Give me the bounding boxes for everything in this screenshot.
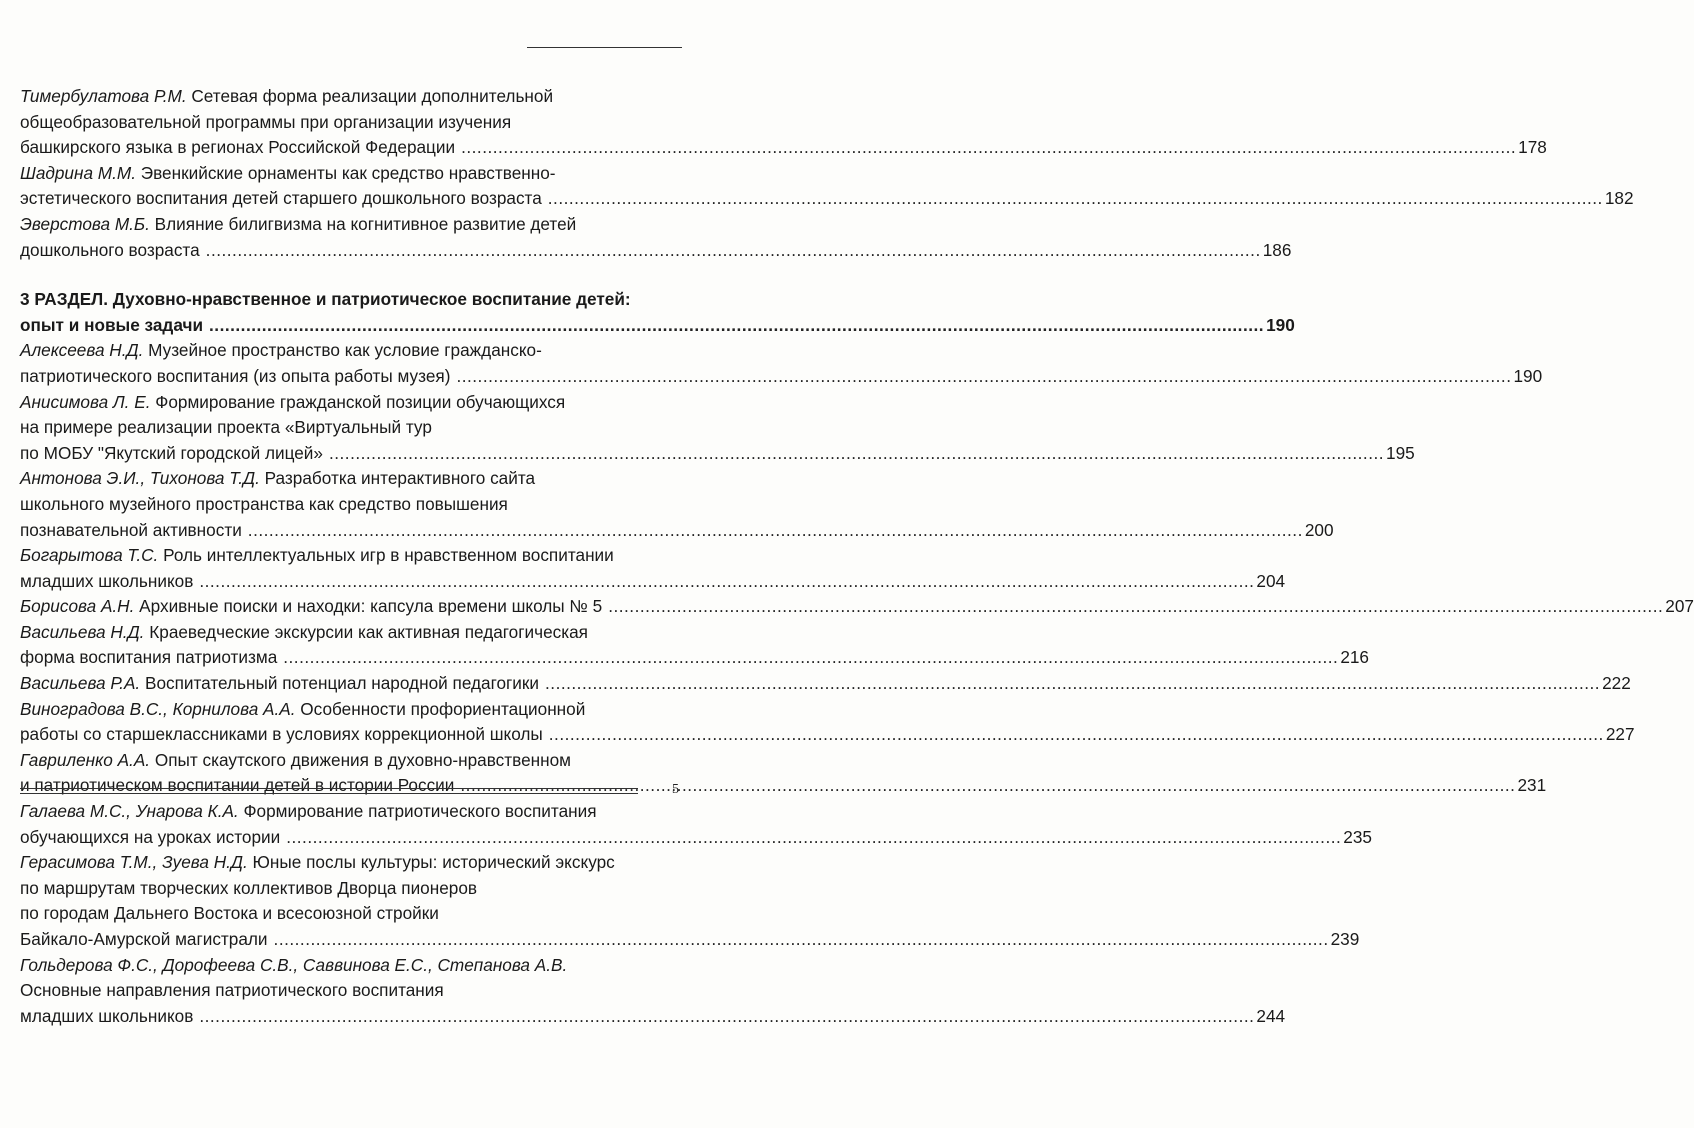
toc-line (20, 338, 685, 364)
toc-line (20, 645, 1369, 671)
toc-line-text (20, 543, 614, 569)
toc-author: Эверстова М.Б. (20, 213, 150, 234)
toc-line-text (20, 671, 539, 697)
toc-line (20, 876, 685, 902)
toc-leader-dots (455, 135, 1518, 161)
toc-line (20, 697, 685, 723)
toc-page-number[interactable]: 227 (1605, 724, 1635, 745)
toc-line-text (20, 927, 268, 953)
toc-line-text (20, 441, 323, 467)
toc-line-text (20, 825, 280, 851)
toc-leader-dots (277, 645, 1340, 671)
toc-leader-dots (280, 825, 1343, 851)
toc-line-text (20, 594, 602, 620)
toc-line-text (20, 978, 444, 1004)
toc-page-number[interactable]: 207 (1665, 596, 1694, 617)
toc-leader-dots (242, 518, 1305, 544)
toc-page-number[interactable]: 204 (1256, 570, 1286, 591)
toc-line (20, 186, 1634, 212)
toc-author: Виноградова В.С., Корнилова А.А. (20, 698, 296, 719)
toc-line (20, 390, 685, 416)
toc-line (20, 287, 685, 313)
toc-page-number[interactable]: 200 (1304, 519, 1334, 540)
toc-entry (20, 212, 1292, 263)
toc-page-number[interactable]: 178 (1518, 137, 1547, 158)
toc-page-number[interactable]: 182 (1604, 188, 1634, 209)
toc-title-text: Формирование патриотического воспитания (238, 801, 597, 822)
toc-line (20, 212, 685, 238)
toc-author: Гавриленко А.А. (20, 749, 151, 770)
toc-entry (20, 338, 1543, 389)
toc-author: Антонова Э.И., Тихонова Т.Д. (20, 468, 260, 489)
toc-line (20, 825, 1372, 851)
toc-entry (20, 390, 1415, 467)
toc-line-text (20, 287, 631, 313)
toc-line (20, 161, 685, 187)
toc-entry (20, 799, 1372, 850)
toc-line (20, 773, 1547, 799)
toc-author: Герасимова Т.М., Зуева Н.Д. (20, 852, 248, 873)
toc-line (20, 927, 1360, 953)
toc-line (20, 569, 1286, 595)
toc-line (20, 364, 1543, 390)
toc-title-text: эстетического воспитания детей старшего дошкольного возраста (20, 188, 542, 209)
toc-line-text (20, 518, 242, 544)
toc-leader-dots (454, 773, 1517, 799)
toc-author: Гольдерова Ф.С., Дорофеева С.В., Саввинова Е.С., Степанова А.В. (20, 954, 568, 975)
toc-line (20, 748, 685, 774)
toc-author: Шадрина М.М. (20, 162, 136, 183)
toc-author: Васильева Н.Д. (20, 621, 145, 642)
toc-line-text (20, 697, 585, 723)
toc-line (20, 620, 685, 646)
toc-title-text: патриотического воспитания (из опыта работы музея) (20, 365, 451, 386)
toc-leader-dots (450, 364, 1513, 390)
toc-entry (20, 748, 1547, 799)
toc-title-text: Формирование гражданской позиции обучающихся (150, 391, 566, 412)
toc-line-text (20, 84, 553, 110)
toc-title-text: Юные послы культуры: исторический экскурс (247, 852, 615, 873)
toc-page-number[interactable]: 186 (1262, 239, 1292, 260)
toc-line (20, 594, 1694, 620)
toc-title-text: и патриотическом воспитании детей в истории России (20, 775, 455, 796)
toc-line-text (20, 212, 576, 238)
toc-title-text: обучающихся на уроках истории (20, 826, 281, 847)
toc-entry (20, 850, 1360, 952)
toc-title-text: форма воспитания патриотизма (20, 647, 278, 668)
toc-title-text: Воспитательный потенциал народной педагогики (140, 673, 540, 694)
toc-title-text: Особенности профориентационной (295, 698, 586, 719)
toc-title-text: Архивные поиски и находки: капсула времени школы № 5 (134, 596, 603, 617)
toc-title-text: башкирского языка в регионах Российской Федерации (20, 137, 456, 158)
toc-line-text (20, 313, 203, 339)
toc-line (20, 850, 685, 876)
toc-leader-dots (323, 441, 1386, 467)
toc-line-text (20, 876, 477, 902)
toc-title-text: Музейное пространство как условие гражданско- (143, 340, 542, 361)
toc-page-number[interactable]: 222 (1602, 673, 1631, 694)
toc-line-text (20, 620, 588, 646)
toc-line-text (20, 850, 615, 876)
toc-line (20, 466, 685, 492)
toc-line (20, 110, 685, 136)
toc-line-text (20, 492, 508, 518)
toc-line (20, 441, 1415, 467)
toc-entry (20, 594, 1694, 620)
toc-title-text: Роль интеллектуальных игр в нравственном воспитании (158, 545, 614, 566)
toc-line (20, 84, 685, 110)
toc-title-text: дошкольного возраста (20, 239, 200, 260)
toc-page-number[interactable]: 190 (1513, 365, 1543, 386)
toc-page-number[interactable]: 190 (1266, 314, 1295, 335)
toc-line (20, 238, 1292, 264)
toc-title-text: 3 РАЗДЕЛ. Духовно-нравственное и патриотическое воспитание детей: (20, 289, 631, 310)
toc-line-text (20, 773, 454, 799)
toc-title-text: по городам Дальнего Востока и всесоюзной стройки (20, 903, 439, 924)
toc-leader-dots (543, 722, 1606, 748)
toc-title-text: познавательной активности (20, 519, 242, 540)
toc-entry (20, 671, 1631, 697)
toc-line (20, 901, 685, 927)
toc-line-text (20, 748, 571, 774)
toc-title-text: младших школьников (20, 1005, 194, 1026)
toc-page-number[interactable]: 239 (1330, 929, 1360, 949)
toc-entry (20, 697, 1635, 748)
toc-line (20, 722, 1635, 748)
toc-author: Васильева Р.А. (20, 673, 141, 694)
toc-line-text (20, 110, 511, 136)
toc-line-text (20, 722, 543, 748)
toc-line (20, 492, 685, 518)
toc-line-text (20, 1004, 193, 1030)
toc-author: Тимербулатова Р.М. (20, 86, 187, 106)
toc-title-text: Основные направления патриотического воспитания (20, 980, 444, 1001)
table-of-contents (20, 84, 1694, 1029)
header-rule (527, 47, 682, 48)
toc-page-number[interactable]: 231 (1517, 775, 1547, 796)
page-number: 5 (672, 782, 679, 797)
toc-line-text (20, 466, 535, 492)
toc-title-text: младших школьников (20, 570, 194, 591)
toc-line-text (20, 338, 542, 364)
toc-entry (20, 84, 1547, 161)
toc-line (20, 543, 685, 569)
toc-entry (20, 161, 1634, 212)
toc-entry (20, 466, 1334, 543)
toc-author: Алексеева Н.Д. (20, 340, 144, 361)
toc-title-text: Сетевая форма реализации дополнительной (186, 86, 554, 106)
toc-line-text (20, 186, 542, 212)
toc-author: Галаева М.С., Унарова К.А. (20, 801, 239, 822)
toc-leader-dots (193, 1004, 1256, 1030)
toc-title-text: Эвенкийские орнаменты как средство нравственно- (135, 162, 556, 183)
toc-leader-dots (203, 313, 1266, 339)
toc-title-text: Разработка интерактивного сайта (259, 468, 536, 489)
toc-line (20, 135, 1547, 161)
toc-line (20, 978, 685, 1004)
toc-entry (20, 543, 1286, 594)
toc-line-text (20, 390, 565, 416)
toc-title-text: Влияние билигвизма на когнитивное развитие детей (149, 213, 577, 234)
toc-title-text: по МОБУ "Якутский городской лицей» (20, 442, 323, 463)
toc-leader-dots (542, 186, 1605, 212)
toc-line (20, 799, 685, 825)
toc-title-text: на примере реализации проекта «Виртуальный тур (20, 417, 432, 438)
footer-rule-top (20, 788, 638, 789)
toc-line (20, 1004, 1286, 1030)
toc-line (20, 953, 685, 979)
toc-line-text (20, 953, 567, 979)
toc-page-number[interactable]: 216 (1340, 647, 1369, 668)
toc-leader-dots (193, 569, 1256, 595)
toc-entry (20, 620, 1369, 671)
toc-line (20, 671, 1631, 697)
toc-line (20, 415, 685, 441)
toc-leader-dots (539, 671, 1602, 697)
toc-line-text (20, 799, 597, 825)
toc-title-text: общеобразовательной программы при организации изучения (20, 111, 512, 132)
toc-author: Анисимова Л. Е. (20, 391, 151, 412)
toc-title-text: Опыт скаутского движения в духовно-нравственном (150, 749, 572, 770)
toc-page-number[interactable]: 244 (1256, 1005, 1286, 1026)
toc-title-text: школьного музейного пространства как средство повышения (20, 493, 508, 514)
toc-line-text (20, 645, 277, 671)
toc-page-number[interactable]: 195 (1386, 442, 1415, 463)
toc-line-text (20, 415, 432, 441)
toc-line (20, 313, 1295, 339)
toc-author: Богарытова Т.С. (20, 545, 159, 566)
toc-title-text: опыт и новые задачи (20, 314, 204, 335)
toc-line-text (20, 364, 450, 390)
toc-leader-dots (268, 927, 1331, 953)
toc-title-text: работы со старшеклассниками в условиях коррекционной школы (20, 724, 543, 745)
toc-title-text: Байкало-Амурской магистрали (20, 929, 268, 949)
toc-line-text (20, 901, 439, 927)
toc-leader-dots (200, 238, 1263, 264)
toc-section-heading (20, 287, 1295, 338)
toc-title-text: Краеведческие экскурсии как активная педагогическая (144, 621, 588, 642)
toc-line-text (20, 569, 193, 595)
toc-line (20, 518, 1334, 544)
toc-author: Борисова А.Н. (20, 596, 135, 617)
toc-entry (20, 953, 1286, 1030)
toc-leader-dots (602, 594, 1665, 620)
toc-title-text: по маршрутам творческих коллективов Дворца пионеров (20, 877, 478, 898)
toc-line-text (20, 135, 455, 161)
toc-line-text (20, 161, 556, 187)
toc-page-number[interactable]: 235 (1343, 826, 1372, 847)
toc-line-text (20, 238, 200, 264)
footer-rule-bottom (20, 793, 638, 794)
